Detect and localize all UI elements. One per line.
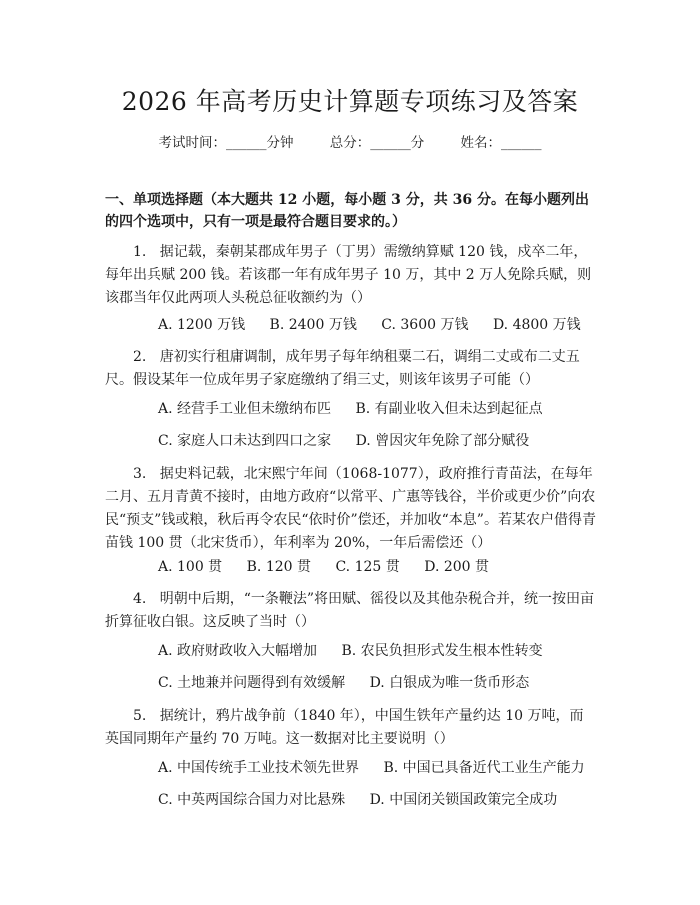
option-b: B. 有副业收入但未达到起征点 bbox=[355, 401, 543, 417]
question-stem: 据记载，秦朝某郡成年男子（丁男）需缴纳算赋 120 钱，戍卒二年，每年出兵赋 200 钱。若该郡一年有成年男子 10 万，其中 2 万人免除兵赋，则该郡当年仅此两项人头税总征收额约为（） bbox=[105, 244, 592, 306]
option-d: D. 200 贯 bbox=[424, 559, 490, 575]
question-number: 5. bbox=[133, 708, 147, 724]
question-number: 4. bbox=[133, 591, 147, 607]
option-c: C. 土地兼并问题得到有效缓解 bbox=[158, 675, 346, 691]
question-4-options-row-2 bbox=[158, 673, 618, 693]
question-number: 2. bbox=[133, 349, 147, 365]
question-stem: 据统计，鸦片战争前（1840 年），中国生铁年产量约达 10 万吨，而英国同期年产量约 70 万吨。这一数据对比主要说明（） bbox=[105, 708, 584, 747]
question-2-options-row-2 bbox=[158, 431, 618, 451]
question-4 bbox=[105, 588, 597, 634]
question-3 bbox=[105, 463, 597, 555]
question-stem: 唐初实行租庸调制，成年男子每年纳租粟二石，调绢二丈或布二丈五尺。假设某年一位成年男子家庭缴纳了绢三丈，则该年该男子可能（） bbox=[105, 349, 580, 388]
question-2 bbox=[105, 346, 597, 392]
option-a: A. 经营手工业但未缴纳布匹 bbox=[158, 401, 332, 417]
question-stem: 明朝中后期，“一条鞭法”将田赋、徭役以及其他杂税合并，统一按田亩折算征收白银。这反映了当时（） bbox=[105, 591, 595, 630]
option-a: A. 1200 万钱 bbox=[158, 317, 246, 333]
page-title: 2026 年高考历史计算题专项练习及答案 bbox=[121, 87, 579, 116]
student-name-field: 姓名：______ bbox=[460, 135, 542, 151]
question-5-options-row-1 bbox=[158, 758, 618, 778]
option-c: C. 125 贯 bbox=[335, 559, 400, 575]
question-number: 3. bbox=[133, 466, 147, 482]
question-1-options bbox=[158, 315, 618, 335]
option-d: D. 4800 万钱 bbox=[492, 317, 581, 333]
question-2-options-row-1 bbox=[158, 399, 618, 419]
option-b: B. 120 贯 bbox=[246, 559, 312, 575]
option-c: C. 3600 万钱 bbox=[381, 317, 469, 333]
question-4-options-row-1 bbox=[158, 641, 618, 661]
total-score-field: 总分：______分 bbox=[329, 135, 425, 151]
option-d: D. 曾因灾年免除了部分赋役 bbox=[355, 433, 530, 449]
question-5-options-row-2 bbox=[158, 790, 618, 810]
exam-info-line bbox=[0, 131, 700, 151]
exam-time-field: 考试时间：______分钟 bbox=[158, 135, 294, 151]
option-a: A. 中国传统手工业技术领先世界 bbox=[158, 760, 360, 776]
question-5 bbox=[105, 705, 597, 751]
question-stem: 据史料记载，北宋熙宁年间（1068-1077），政府推行青苗法，在每年二月、五月青黄不接时，由地方政府“以常平、广惠等钱谷，半价或更少价”向农民“预支”钱或粮，秋后再令农民“依时价”偿还，并加收“本息”。若某农户借得青苗钱 100 贯（北宋货币），年利率为 20%，一年后需偿还（） bbox=[105, 466, 596, 551]
option-a: A. 100 贯 bbox=[158, 559, 223, 575]
option-c: C. 家庭人口未达到四口之家 bbox=[158, 433, 332, 449]
option-d: D. 白银成为唯一货币形态 bbox=[369, 675, 530, 691]
option-b: B. 中国已具备近代工业生产能力 bbox=[383, 760, 585, 776]
section-heading: 一、单项选择题（本大题共 12 小题，每小题 3 分，共 36 分。在每小题列出的四个选项中，只有一项是最符合题目要求的。） bbox=[105, 192, 589, 230]
question-3-options bbox=[158, 557, 618, 577]
question-1 bbox=[105, 241, 597, 310]
option-b: B. 2400 万钱 bbox=[269, 317, 357, 333]
question-number: 1. bbox=[133, 244, 147, 260]
option-d: D. 中国闭关锁国政策完全成功 bbox=[369, 792, 558, 808]
option-a: A. 政府财政收入大幅增加 bbox=[158, 643, 318, 659]
option-b: B. 农民负担形式发生根本性转变 bbox=[341, 643, 543, 659]
option-c: C. 中英两国综合国力对比悬殊 bbox=[158, 792, 346, 808]
